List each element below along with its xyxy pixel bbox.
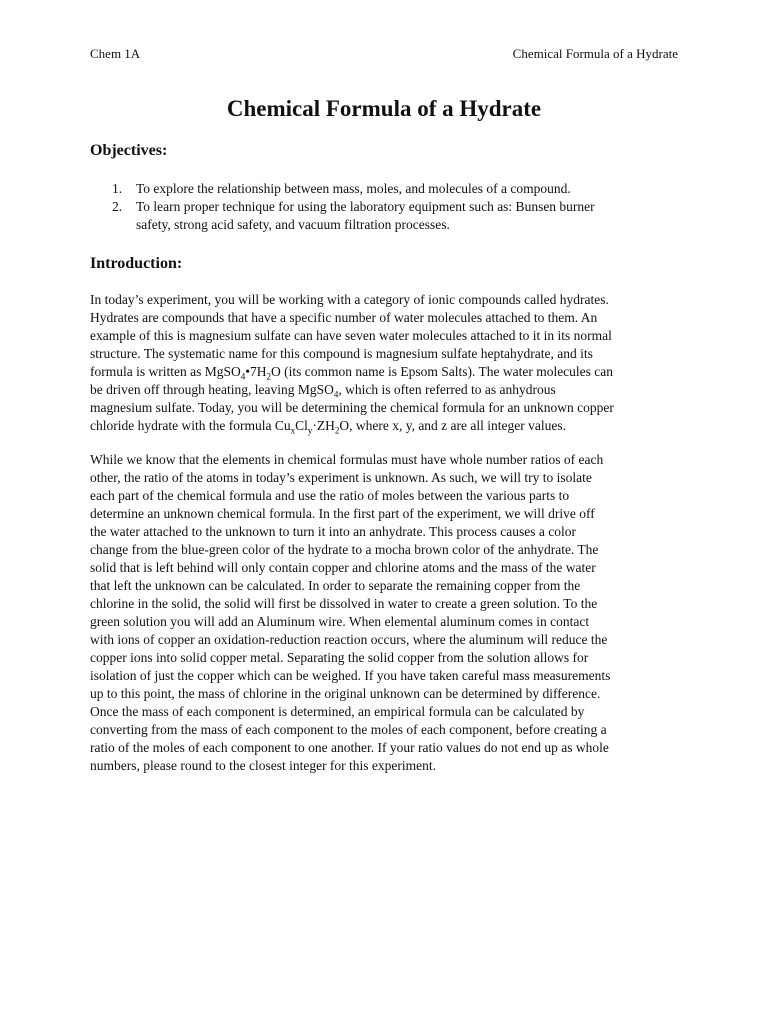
paragraph-line: ratio of the moles of each component to one another. If your ratio values do not end up as whole: [90, 740, 609, 755]
objective-text: safety, strong acid safety, and vacuum filtration processes.: [136, 217, 450, 232]
paragraph-line: numbers, please round to the closest integer for this experiment.: [90, 758, 437, 773]
introduction-paragraph-2: [90, 451, 680, 775]
paragraph-line: magnesium sulfate. Today, you will be determining the chemical formula for an unknown copper: [90, 400, 614, 415]
subscript: 2: [266, 371, 271, 382]
paragraph-line: solid that is left behind will only contain copper and chlorine atoms and the mass of the water: [90, 560, 596, 575]
header-doc-title: Chemical Formula of a Hydrate: [512, 46, 678, 61]
paragraph-line: green solution you will add an Aluminum wire. When elemental aluminum comes in contact: [90, 614, 590, 629]
objective-item: [90, 198, 680, 234]
subscript: 4: [333, 389, 339, 400]
objectives-list: [90, 180, 680, 234]
objective-text: To learn proper technique for using the laboratory equipment such as: Bunsen burner: [136, 199, 595, 214]
paragraph-line: [90, 363, 680, 381]
subscript: 4: [240, 371, 246, 382]
paragraph-line: the water attached to the unknown to turn it into an anhydrate. This process causes a color: [90, 524, 576, 539]
text-run: be driven off through heating, leaving MgSO: [90, 382, 334, 397]
paragraph-line: While we know that the elements in chemical formulas must have whole number ratios of each: [90, 452, 604, 467]
paragraph-line: structure. The systematic name for this compound is magnesium sulfate heptahydrate, and its: [90, 346, 593, 361]
objective-number: 2.: [112, 199, 123, 214]
paragraph-line: converting from the mass of each component to the moles of each component, before creating a: [90, 722, 607, 737]
paragraph-line: determine an unknown chemical formula. In the first part of the experiment, we will drive off: [90, 506, 595, 521]
introduction-heading: Introduction:: [90, 255, 183, 272]
paragraph-line: chlorine in the solid, the solid will first be dissolved in water to create a green solution. To the: [90, 596, 598, 611]
objective-text: To explore the relationship between mass, moles, and molecules of a compound.: [136, 181, 571, 196]
text-run: O (its common name is Epsom Salts). The water molecules can: [270, 364, 614, 379]
paragraph-line: other, the ratio of the atoms in today’s experiment is unknown. As such, we will try to isolate: [90, 470, 592, 485]
paragraph-line: example of this is magnesium sulfate can have seven water molecules attached to it in its normal: [90, 328, 612, 343]
text-run: •7H: [245, 364, 267, 379]
paragraph-line: Hydrates are compounds that have a specific number of water molecules attached to them. An: [90, 310, 598, 325]
paragraph-line: change from the blue-green color of the hydrate to a mocha brown color of the anhydrate. The: [90, 542, 599, 557]
text-run: Cl: [295, 418, 308, 433]
text-run: formula is written as MgSO: [90, 364, 241, 379]
subscript: y: [307, 425, 313, 436]
paragraph-line: copper ions into solid copper metal. Separating the solid copper from the solution allows for: [90, 650, 589, 665]
text-run: chloride hydrate with the formula Cu: [90, 418, 291, 433]
subscript: 2: [334, 425, 340, 436]
paragraph-line: with ions of copper an oxidation-reduction reaction occurs, where the aluminum will reduce the: [90, 632, 608, 647]
paragraph-line: [90, 381, 680, 399]
paragraph-line: up to this point, the mass of chlorine in the original unknown can be determined by difference.: [90, 686, 601, 701]
text-run: , which is often referred to as anhydrous: [338, 382, 556, 397]
paragraph-line: isolation of just the copper which can be weighed. If you have taken careful mass measurements: [90, 668, 611, 683]
text-run: O, where x, y, and z are all integer values.: [339, 418, 566, 433]
paragraph-line: that left the unknown can be calculated. In order to separate the remaining copper from the: [90, 578, 581, 593]
objectives-heading: Objectives:: [90, 142, 168, 159]
page-title: Chemical Formula of a Hydrate: [226, 96, 542, 121]
introduction-paragraph-1: [90, 291, 680, 435]
paragraph-line: In today’s experiment, you will be working with a category of ionic compounds called hydrates.: [90, 292, 609, 307]
text-run: ·ZH: [312, 418, 335, 433]
objective-item: [90, 180, 680, 198]
objective-number: 1.: [112, 181, 123, 196]
subscript: x: [290, 425, 296, 436]
paragraph-line: each part of the chemical formula and use the ratio of moles between the various parts to: [90, 488, 570, 503]
paragraph-line: Once the mass of each component is determined, an empirical formula can be calculated by: [90, 704, 585, 719]
header-course: Chem 1A: [90, 46, 141, 61]
paragraph-line: [90, 417, 680, 435]
